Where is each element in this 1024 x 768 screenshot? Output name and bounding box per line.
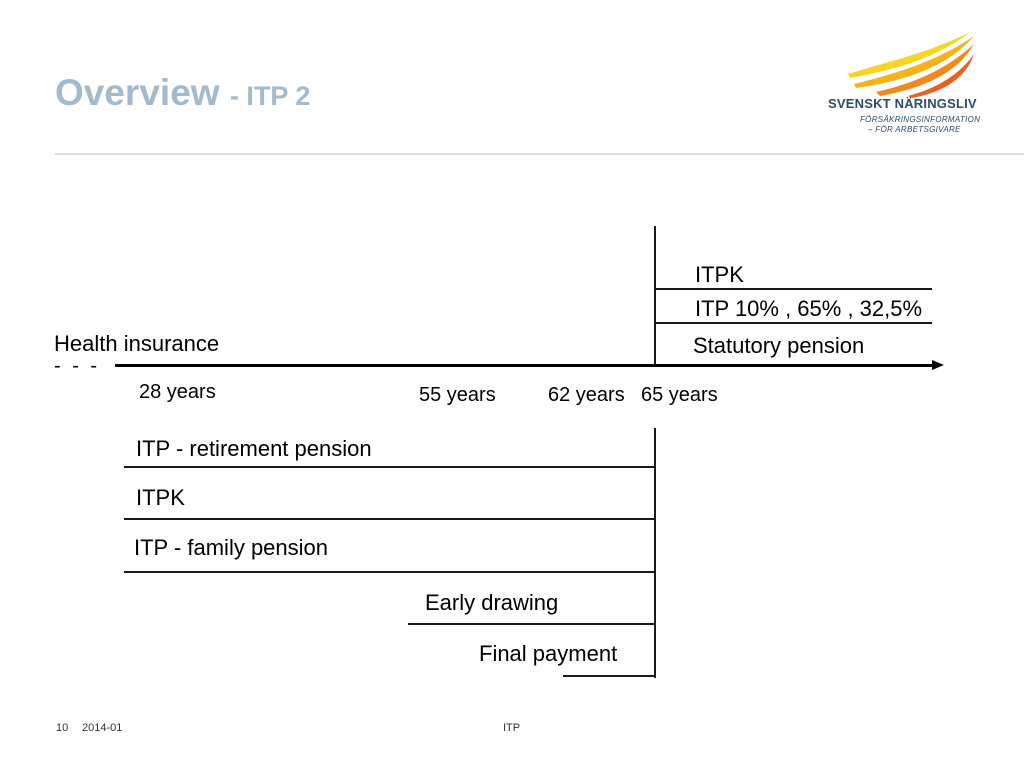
tick-65-years: 65 years <box>641 384 718 406</box>
tick-62-years: 62 years <box>548 384 625 406</box>
bar-itp-family-pension <box>124 571 656 573</box>
tick-55-years: 55 years <box>419 384 496 406</box>
logo-name: SVENSKT NÄRINGSLIV <box>828 96 977 111</box>
footer-date: 2014-01 <box>82 722 123 734</box>
logo-tagline-2: – FÖR ARBETSGIVARE <box>868 125 961 134</box>
upper-separator-1 <box>654 288 932 290</box>
title-main: Overview <box>55 72 220 113</box>
title-subtitle: - ITP 2 <box>229 81 311 111</box>
logo-tagline-1: FÖRSÄKRINGSINFORMATION <box>860 115 981 124</box>
upper-vertical-line <box>654 226 656 366</box>
upper-separator-2 <box>654 322 932 324</box>
header-divider <box>55 153 1024 155</box>
footer-center-text: ITP <box>503 722 521 734</box>
bar-itpk <box>124 518 656 520</box>
bar-final-payment <box>563 675 656 677</box>
bar-itp-retirement-pension <box>124 466 656 468</box>
bar-early-drawing <box>408 623 656 625</box>
label-health-insurance: Health insurance <box>54 331 220 356</box>
page-title <box>55 74 310 111</box>
label-itpk-lower: ITPK <box>136 485 185 510</box>
label-itp-retirement-pension: ITP - retirement pension <box>136 436 372 461</box>
timeline-axis <box>115 364 935 367</box>
label-itp-family-pension: ITP - family pension <box>134 535 329 560</box>
label-dashes: - - - <box>54 355 101 377</box>
label-early-drawing: Early drawing <box>425 590 559 615</box>
label-itpk-upper: ITPK <box>695 262 744 287</box>
footer-page-number: 10 <box>56 722 69 734</box>
label-itp-percentages: ITP 10% , 65% , 32,5% <box>695 296 923 321</box>
label-final-payment: Final payment <box>479 641 618 666</box>
label-statutory-pension: Statutory pension <box>693 333 865 358</box>
logo-wings-icon <box>846 28 976 98</box>
tick-28-years: 28 years <box>139 381 216 403</box>
timeline-arrow-icon <box>932 360 944 370</box>
